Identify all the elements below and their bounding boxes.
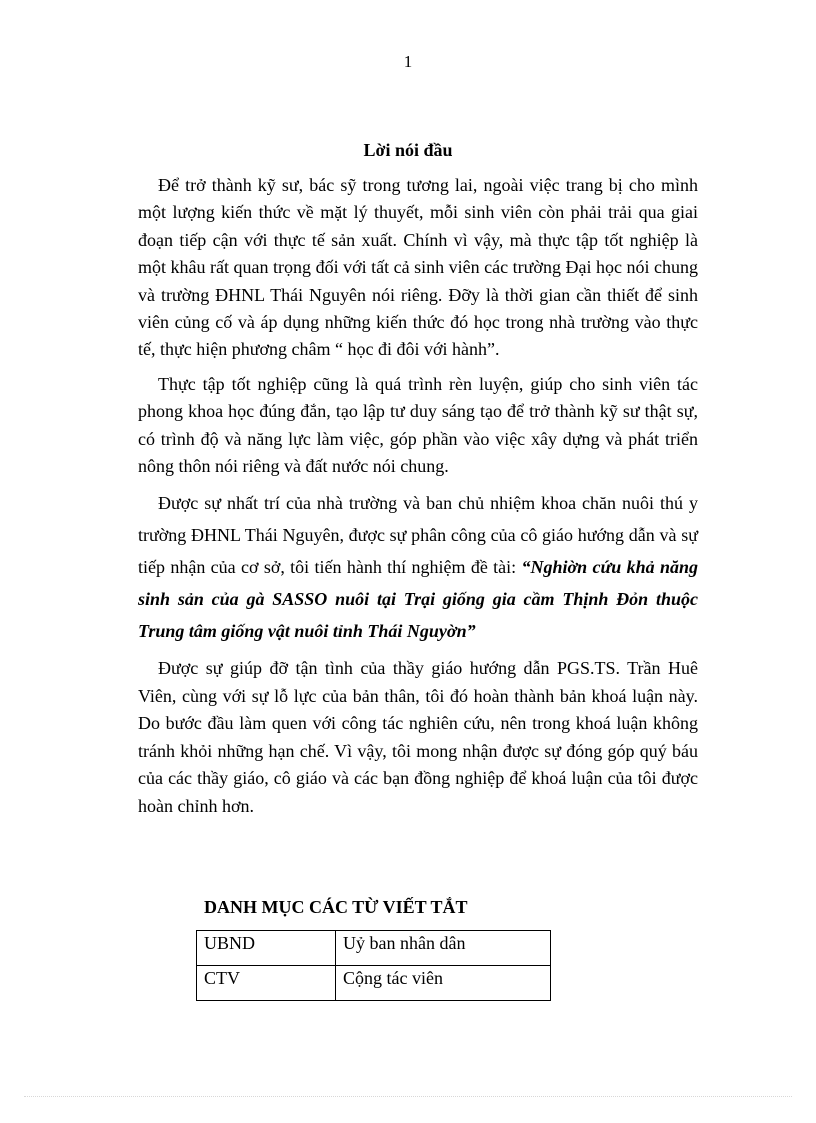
page-bottom-divider [24, 1096, 792, 1097]
paragraph-topic-lead: Được sự nhất trí của nhà trường và ban chủ nhiệm khoa chăn nuôi thú y trường ĐHNL Thái Nguyên, được sự phân công của cô giáo hướng dẫn và sự tiếp nhận của cơ sở, tôi tiến hành thí nghiệm đề tài: [138, 493, 698, 578]
paragraph-topic [138, 487, 698, 647]
abbreviation-code: CTV [197, 966, 336, 1001]
table-row [197, 931, 551, 966]
abbreviation-meaning: Uỷ ban nhân dân [336, 931, 551, 966]
abbreviation-code: UBND [197, 931, 336, 966]
page-number: 1 [403, 52, 413, 71]
abbreviations-title: DANH MỤC CÁC TỪ VIẾT TẮT [204, 897, 468, 917]
paragraph-intro: Để trở thành kỹ sư, bác sỹ trong tương lai, ngoài việc trang bị cho mình một lượng kiến thức về mặt lý thuyết, mỗi sinh viên còn phải trải qua giai đoạn tiếp cận với thực tế sản xuất. Chính vì vậy, mà thực tập tốt nghiệp là một khâu rất quan trọng đối với tất cả sinh viên các trường Đại học nói chung và trường ĐHNL Thái Nguyên nói riêng. Đỡy là thời gian cần thiết để sinh viên củng cố và áp dụng những kiến thức đó học trong nhà trường vào thực tế, thực hiện phương châm “ học đi đôi với hành”. [138, 175, 698, 360]
abbreviation-meaning: Cộng tác viên [336, 966, 551, 1001]
table-row [197, 966, 551, 1001]
preface-body [138, 172, 698, 827]
paragraph-acknowledgement: Được sự giúp đỡ tận tình của thầy giáo hướng dẫn PGS.TS. Trần Huê Viên, cùng với sự lỗ lực của bản thân, tôi đó hoàn thành bản khoá luận này. Do bước đầu làm quen với công tác nghiên cứu, nên trong khoá luận không tránh khỏi những hạn chế. Vì vậy, tôi mong nhận được sự đóng góp quý báu của các thầy giáo, cô giáo và các bạn đồng nghiệp để khoá luận của tôi được hoàn chỉnh hơn. [138, 658, 698, 816]
page-title: Lời nói đầu [363, 140, 453, 160]
abbreviations-table [196, 930, 551, 1001]
thesis-topic-title: “Nghiờn cứu khả năng sinh sản của gà SASSO nuôi tại Trại giống gia cầm Thịnh Đỏn thuộc Trung tâm giống vật nuôi tỉnh Thái Nguyờn” [138, 557, 699, 642]
paragraph-internship: Thực tập tốt nghiệp cũng là quá trình rèn luyện, giúp cho sinh viên tác phong khoa học đúng đắn, tạo lập tư duy sáng tạo để trở thành kỹ sư thật sự, có trình độ và năng lực làm việc, góp phần vào việc xây dựng và phát triển nông thôn nói riêng và đất nước nói chung. [138, 373, 698, 477]
